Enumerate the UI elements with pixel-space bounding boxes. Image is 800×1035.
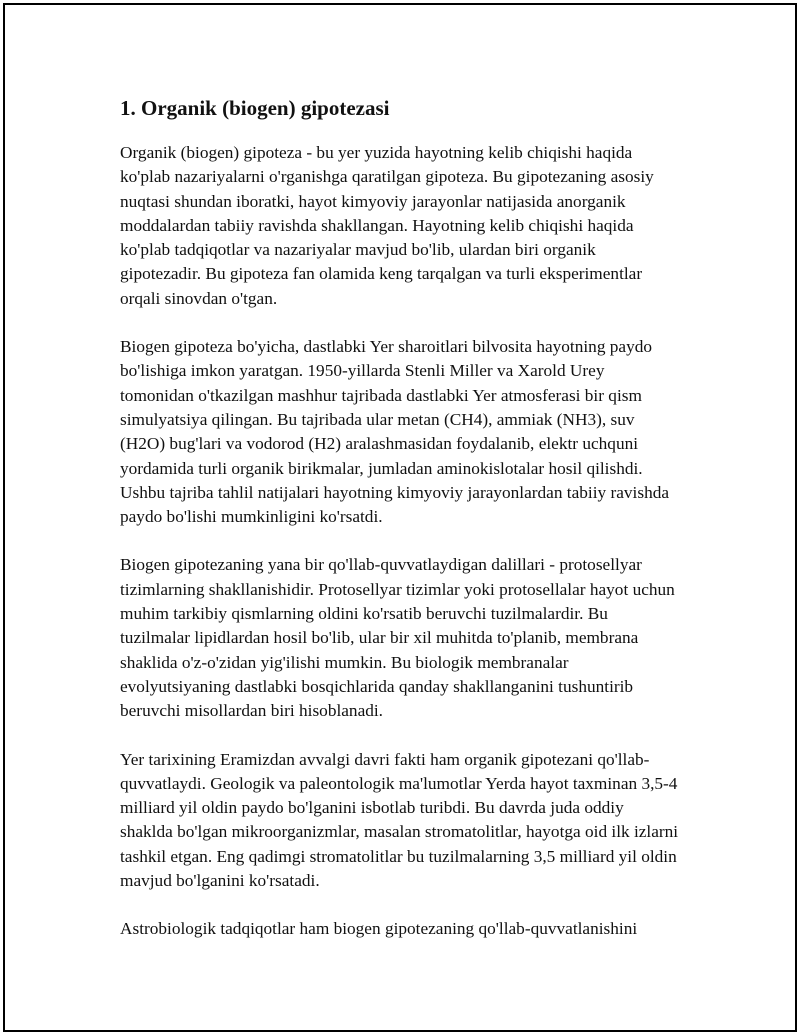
document-page: [3, 3, 797, 1032]
paragraph-3: Biogen gipotezaning yana bir qo'llab-quvvatlaydigan dalillari - protosellyar tizimlarning shakllanishidir. Protosellyar tizimlar yoki protosellalar hayot uchun muhim tarkibiy qismlarning oldini ko'rsatib beruvchi tuzilmalardir. Bu tuzilmalar lipidlardan hosil bo'lib, ular bir xil muhitda to'planib, membrana shaklida o'z-o'zidan yig'ilishi mumkin. Bu biologik membranalar evolyutsiyaning dastlabki bosqichlarida qanday shakllanganini tushuntirib beruvchi misollardan biri hisoblanadi.: [120, 555, 675, 721]
paragraph-1: Organik (biogen) gipoteza - bu yer yuzida hayotning kelib chiqishi haqida ko'plab nazariyalarni o'rganishga qaratilgan gipoteza. Bu gipotezaning asosiy nuqtasi shundan iboratki, hayot kimyoviy jarayonlar natijasida anorganik moddalardan tabiiy ravishda shakllangan. Hayotning kelib chiqishi haqida ko'plab tadqiqotlar va nazariyalar mavjud bo'lib, ulardan biri organik gipotezadir. Bu gipoteza fan olamida keng tarqalgan va turli eksperimentlar orqali sinovdan o'tgan.: [120, 143, 654, 308]
paragraph-5: Astrobiologik tadqiqotlar ham biogen gipotezaning qo'llab-quvvatlanishini: [120, 919, 638, 939]
document-body: [120, 93, 680, 966]
paragraph-4: Yer tarixining Eramizdan avvalgi davri fakti ham organik gipotezani qo'llab-quvvatlaydi. Geologik va paleontologik ma'lumotlar Yerda hayot taxminan 3,5-4 milliard yil oldin paydo bo'lganini isbotlab turibdi. Bu davrda juda oddiy shaklda bo'lgan mikroorganizmlar, masalan stromatolitlar, hayotga oid ilk izlarni tashkil etgan. Eng qadimgi stromatolitlar bu tuzilmalarning 3,5 milliard yil oldin mavjud bo'lganini ko'rsatadi.: [120, 749, 679, 891]
section-heading: 1. Organik (biogen) gipotezasi: [120, 96, 390, 120]
paragraph-2: Biogen gipoteza bo'yicha, dastlabki Yer sharoitlari bilvosita hayotning paydo bo'lishiga imkon yaratgan. 1950-yillarda Stenli Miller va Xarold Urey tomonidan o'tkazilgan mashhur tajribada dastlabki Yer atmosferasi bir qism simulyatsiya qilingan. Bu tajribada ular metan (CH4), ammiak (NH3), suv (H2O) bug'lari va vodorod (H2) aralashmasidan foydalanib, elektr uchquni yordamida turli organik birikmalar, jumladan aminokislotalar hosil qilishdi. Ushbu tajriba tahlil natijalari hayotning kimyoviy jarayonlardan tabiiy ravishda paydo bo'lishi mumkinligini ko'rsatdi.: [120, 337, 670, 527]
